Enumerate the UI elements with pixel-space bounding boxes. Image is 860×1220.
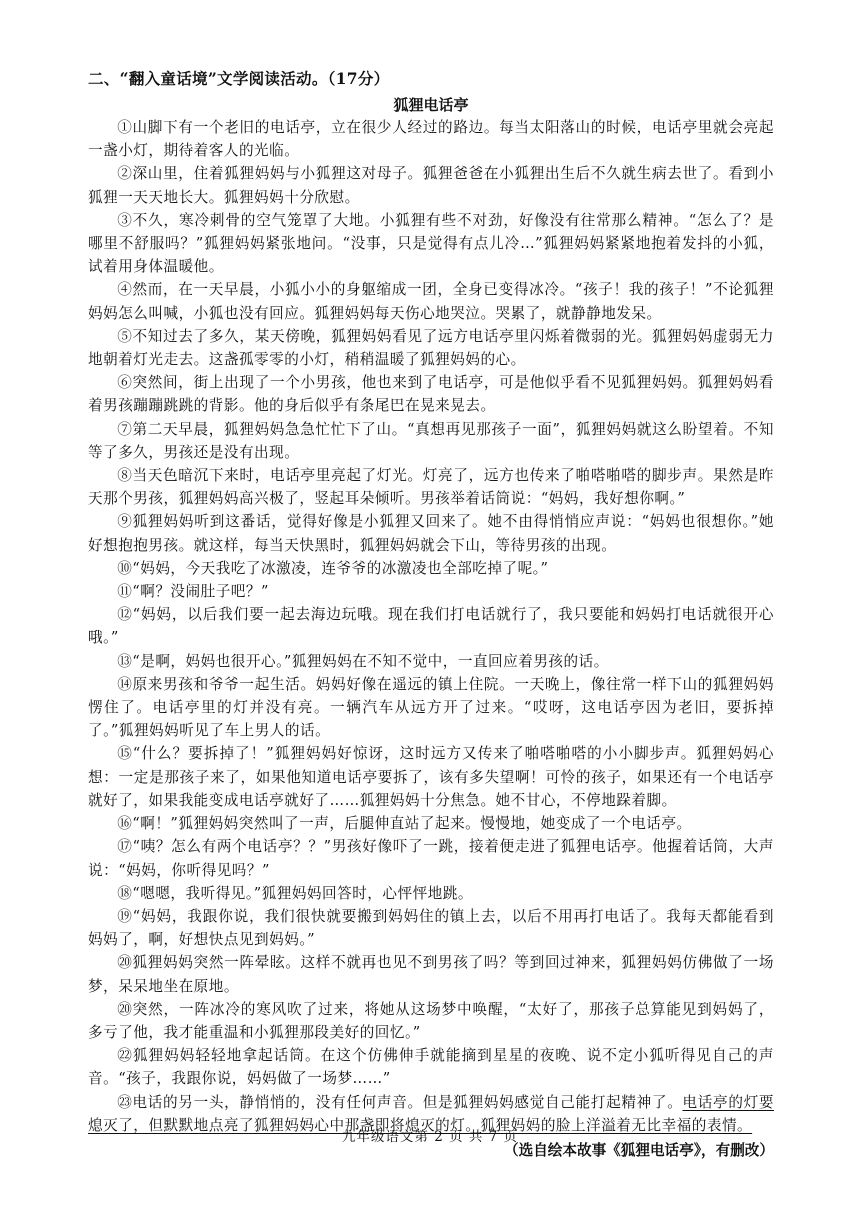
paragraph-2: ②深山里，住着狐狸妈妈与小狐狸这对母子。狐狸爸爸在小狐狸出生后不久就生病去世了。看到小狐狸一天天地长大。狐狸妈妈十分欣慰。	[88, 165, 774, 206]
paragraph-17: ⑰“咦？怎么有两个电话亭？？”男孩好像吓了一跳，接着便走进了狐狸电话亭。他握着话筒，大声说：“妈妈，你听得见吗？”	[88, 838, 774, 879]
section-heading: 二、“翻入童话境”文学阅读活动。（17分）	[88, 69, 390, 88]
paragraph-6: ⑥突然间，街上出现了一个小男孩，他也来到了电话亭，可是他似乎看不见狐狸妈妈。狐狸妈妈看着男孩蹦蹦跳跳的背影。他的身后似乎有条尾巴在晃来晃去。	[88, 374, 774, 415]
paragraph-23-text: ㉓电话的另一头，静悄悄的，没有任何声音。但是狐狸妈妈感觉自己能打起精神了。	[117, 1093, 683, 1111]
story-body	[88, 116, 774, 1137]
paragraph-10: ⑩“妈妈，今天我吃了冰激凌，连爷爷的冰激凌也全部吃掉了呢。”	[117, 559, 549, 577]
paragraph-4: ④然而，在一天早晨，小狐小小的身躯缩成一团，全身已变得冰冷。“孩子！我的孩子！”不论狐狸妈妈怎么叫喊，小狐也没有回应。狐狸妈妈每天伤心地哭泣。哭累了，就静静地发呆。	[88, 281, 774, 322]
page-footer: 九年级语文第 2 页 共 7 页	[341, 1129, 519, 1145]
paragraph-9: ⑨狐狸妈妈听到这番话，觉得好像是小狐狸又回来了。她不由得悄悄应声说：“妈妈也很想你。”她好想抱抱男孩。就这样，每当天快黑时，狐狸妈妈就会下山，等待男孩的出现。	[88, 513, 774, 554]
source-citation: （选自绘本故事《狐狸电话亭》，有删改）	[504, 1141, 774, 1159]
paragraph-18: ⑱“嗯嗯，我听得见。”狐狸妈妈回答时，心怦怦地跳。	[117, 884, 473, 902]
paragraph-22: ㉒狐狸妈妈轻轻地拿起话筒。在这个仿佛伸手就能摘到星星的夜晚、说不定小狐听得见自己的声音。“孩子，我跟你说，妈妈做了一场梦……”	[88, 1047, 774, 1088]
paragraph-16: ⑯“啊！”狐狸妈妈突然叫了一声，后腿伸直站了起来。慢慢地，她变成了一个电话亭。	[117, 815, 692, 833]
story-title: 狐狸电话亭	[393, 96, 469, 114]
paragraph-3: ③不久，寒冷刺骨的空气笼罩了大地。小狐狸有些不对劲，好像没有往常那么精神。“怎么了？是哪里不舒服吗？”狐狸妈妈紧张地问。“没事，只是觉得有点儿冷…”狐狸妈妈紧紧地抱着发抖的小狐，试着用身体温暖他。	[88, 211, 774, 276]
paragraph-5: ⑤不知过去了多久，某天傍晚，狐狸妈妈看见了远方电话亭里闪烁着微弱的光。狐狸妈妈虚弱无力地朝着灯光走去。这盏孤零零的小灯，稍稍温暖了狐狸妈妈的心。	[88, 327, 774, 369]
paragraph-1: ①山脚下有一个老旧的电话亭，立在很少人经过的路边。每当太阳落山的时候，电话亭里就会亮起一盏小灯，期待着客人的光临。	[88, 119, 774, 160]
paragraph-8: ⑧当天色暗沉下来时，电话亭里亮起了灯光。灯亮了，远方也传来了啪嗒啪嗒的脚步声。果然是昨天那个男孩，狐狸妈妈高兴极了，竖起耳朵倾听。男孩举着话筒说：“妈妈，我好想你啊。”	[88, 467, 774, 508]
paragraph-13: ⑬“是啊，妈妈也很开心。”狐狸妈妈在不知不觉中，一直回应着男孩的话。	[117, 652, 609, 670]
paragraph-19: ⑲“妈妈，我跟你说，我们很快就要搬到妈妈住的镇上去，以后不用再打电话了。我每天都能看到妈妈了，啊，好想快点见到妈妈。”	[88, 907, 774, 949]
paragraph-7: ⑦第二天早晨，狐狸妈妈急急忙忙下了山。“真想再见那孩子一面”，狐狸妈妈就这么盼望着。不知等了多久，男孩还是没有出现。	[88, 420, 774, 461]
paragraph-20: ⑳狐狸妈妈突然一阵晕眩。这样不就再也见不到男孩了吗？等到回过神来，狐狸妈妈仿佛做了一场梦，呆呆地坐在原地。	[88, 954, 774, 995]
paragraph-21: ⑳突然，一阵冰冷的寒风吹了过来，将她从这场梦中唤醒，“太好了，那孩子总算能见到妈妈了，多亏了他，我才能重温和小狐狸那段美好的回忆。”	[88, 1000, 774, 1041]
paragraph-11: ⑪“啊？没闹肚子吧？”	[117, 583, 269, 601]
paragraph-12: ⑫“妈妈，以后我们要一起去海边玩哦。现在我们打电话就行了，我只要能和妈妈打电话就很开心哦。”	[88, 606, 774, 647]
paragraph-15: ⑮“什么？要拆掉了！”狐狸妈妈好惊讶，这时远方又传来了啪嗒啪嗒的小小脚步声。狐狸妈妈心想：一定是那孩子来了，如果他知道电话亭要拆了，该有多失望啊！可怜的孩子，如果还有一个电话亭就好了，如果我能变成电话亭就好了……狐狸妈妈十分焦急。她不甘心，不停地跺着脚。	[88, 745, 774, 809]
paragraph-14: ⑭原来男孩和爷爷一起生活。妈妈好像在遥远的镇上住院。一天晚上，像往常一样下山的狐狸妈妈愣住了。电话亭里的灯并没有亮。一辆汽车从远方开了过来。“哎呀，这电话亭因为老旧，要拆掉了。”狐狸妈妈听见了车上男人的话。	[88, 675, 774, 740]
underlined-sentence: 电话亭的灯要熄灭了，但默默地点亮了狐狸妈妈心中那盏即将熄灭的灯。狐狸妈妈的脸上洋溢着无比幸福的表情。	[88, 1093, 774, 1134]
